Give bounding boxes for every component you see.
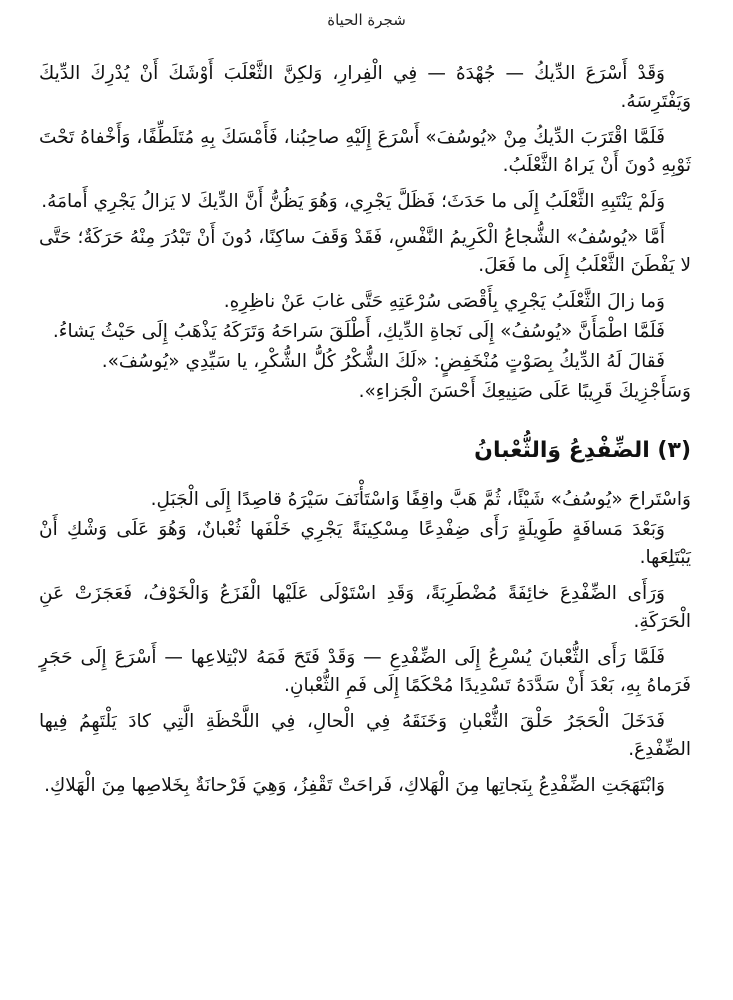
paragraph: وَرَأَى الضِّفْدِعَ خائِفَةً مُضْطَرِبَةً، وَقَدِ اسْتَوْلَى عَلَيْها الْفَزَعُ وَالْخَوْفُ، فَعَجَزَتْ عَنِ الْحَرَكَةِ. (39, 583, 691, 632)
paragraph: وَبَعْدَ مَسافَةٍ طَوِيلَةٍ رَأَى ضِفْدِعًا مِسْكِينَةً يَجْرِي خَلْفَها ثُعْبانٌ، وَهُوَ عَلَى وَشْكِ أَنْ يَبْتَلِعَها. (39, 519, 691, 568)
paragraph: وَما زالَ الثَّعْلَبُ يَجْرِي بِأَقْصَى سُرْعَتِهِ حَتَّى غابَ عَنْ ناظِرِهِ. (223, 291, 665, 312)
body-text (39, 60, 691, 808)
paragraph: فَلَمَّا اقْتَرَبَ الدِّيكُ مِنْ «يُوسُفَ» أَسْرَعَ إِلَيْهِ صاحِبُنا، فَأَمْسَكَ بِهِ مُتَلَطِّفًا، وَأَخْفاهُ تَحْتَ ثَوْبِهِ دُونَ أَنْ يَراهُ الثَّعْلَبُ. (39, 127, 691, 176)
paragraph: فَلَمَّا اطْمَأَنَّ «يُوسُفُ» إِلَى نَجاةِ الدِّيكِ، أَطْلَقَ سَراحَهُ وَتَرَكَهُ يَذْهَبُ إِلَى حَيْثُ يَشاءُ. (52, 321, 665, 342)
paragraph: فَلَمَّا رَأَى الثُّعْبانَ يُسْرِعُ إِلَى الضِّفْدِعِ — وَقَدْ فَتَحَ فَمَهُ لابْتِلاعِها — أَسْرَعَ إِلَى حَجَرٍ فَرَماهُ بِهِ، بَعْدَ أَنْ سَدَّدَهُ تَسْدِيدًا مُحْكَمًا إِلَى فَمِ الثُّعْبانِ. (39, 647, 691, 696)
paragraph: وَلَمْ يَنْتَبِهِ الثَّعْلَبُ إِلَى ما حَدَثَ؛ فَظَلَّ يَجْرِي، وَهُوَ يَظُنُّ أَنَّ الدِّيكَ لا يَزالُ يَجْرِي أَمامَهُ. (41, 191, 665, 212)
paragraph: وَابْتَهَجَتِ الضِّفْدِعُ بِنَجاتِها مِنَ الْهَلاكِ، فَراحَتْ تَقْفِزُ، وَهِيَ فَرْحانَةٌ بِخَلاصِها مِنَ الْهَلاكِ. (44, 775, 665, 796)
paragraph: وَسَأَجْزِيكَ قَرِيبًا عَلَى صَنِيعِكَ أَحْسَنَ الْجَزاءِ». (358, 381, 691, 402)
paragraph: فَدَخَلَ الْحَجَرُ حَلْقَ الثُّعْبانِ وَخَنَقَهُ فِي الْحالِ، فِي اللَّحْظَةِ الَّتِي كادَ يَلْتَهِمُ فِيها الضِّفْدِعَ. (39, 711, 691, 760)
paragraph: وَاسْتَراحَ «يُوسُفُ» شَيْئًا، ثُمَّ هَبَّ واقِفًا وَاسْتَأْنَفَ سَيْرَهُ قاصِدًا إِلَى الْجَبَلِ. (150, 489, 691, 510)
paragraph: فَقالَ لَهُ الدِّيكُ بِصَوْتٍ مُنْخَفِضٍ: «لَكَ الشُّكْرُ كُلُّ الشُّكْرِ، يا سَيِّدِي «يُوسُفَ». (101, 351, 665, 372)
running-header: شجرة الحياة (327, 11, 406, 29)
paragraph: أَمَّا «يُوسُفُ» الشُّجاعُ الْكَرِيمُ النَّفْسِ، فَقَدْ وَقَفَ ساكِنًا، دُونَ أَنْ تَبْدُرَ مِنْهُ حَرَكَةٌ؛ حَتَّى لا يَفْطَنَ الثَّعْلَبُ إِلَى ما فَعَلَ. (39, 227, 691, 276)
section-heading: (٣) الضِّفْدِعُ وَالثُّعْبانُ (474, 438, 691, 463)
paragraph: وَقَدْ أَسْرَعَ الدِّيكُ — جُهْدَهُ — فِي الْفِرارِ، وَلكِنَّ الثَّعْلَبَ أَوْشَكَ أَنْ يُدْرِكَ الدِّيكَ وَيَفْتَرِسَهُ. (39, 63, 691, 112)
